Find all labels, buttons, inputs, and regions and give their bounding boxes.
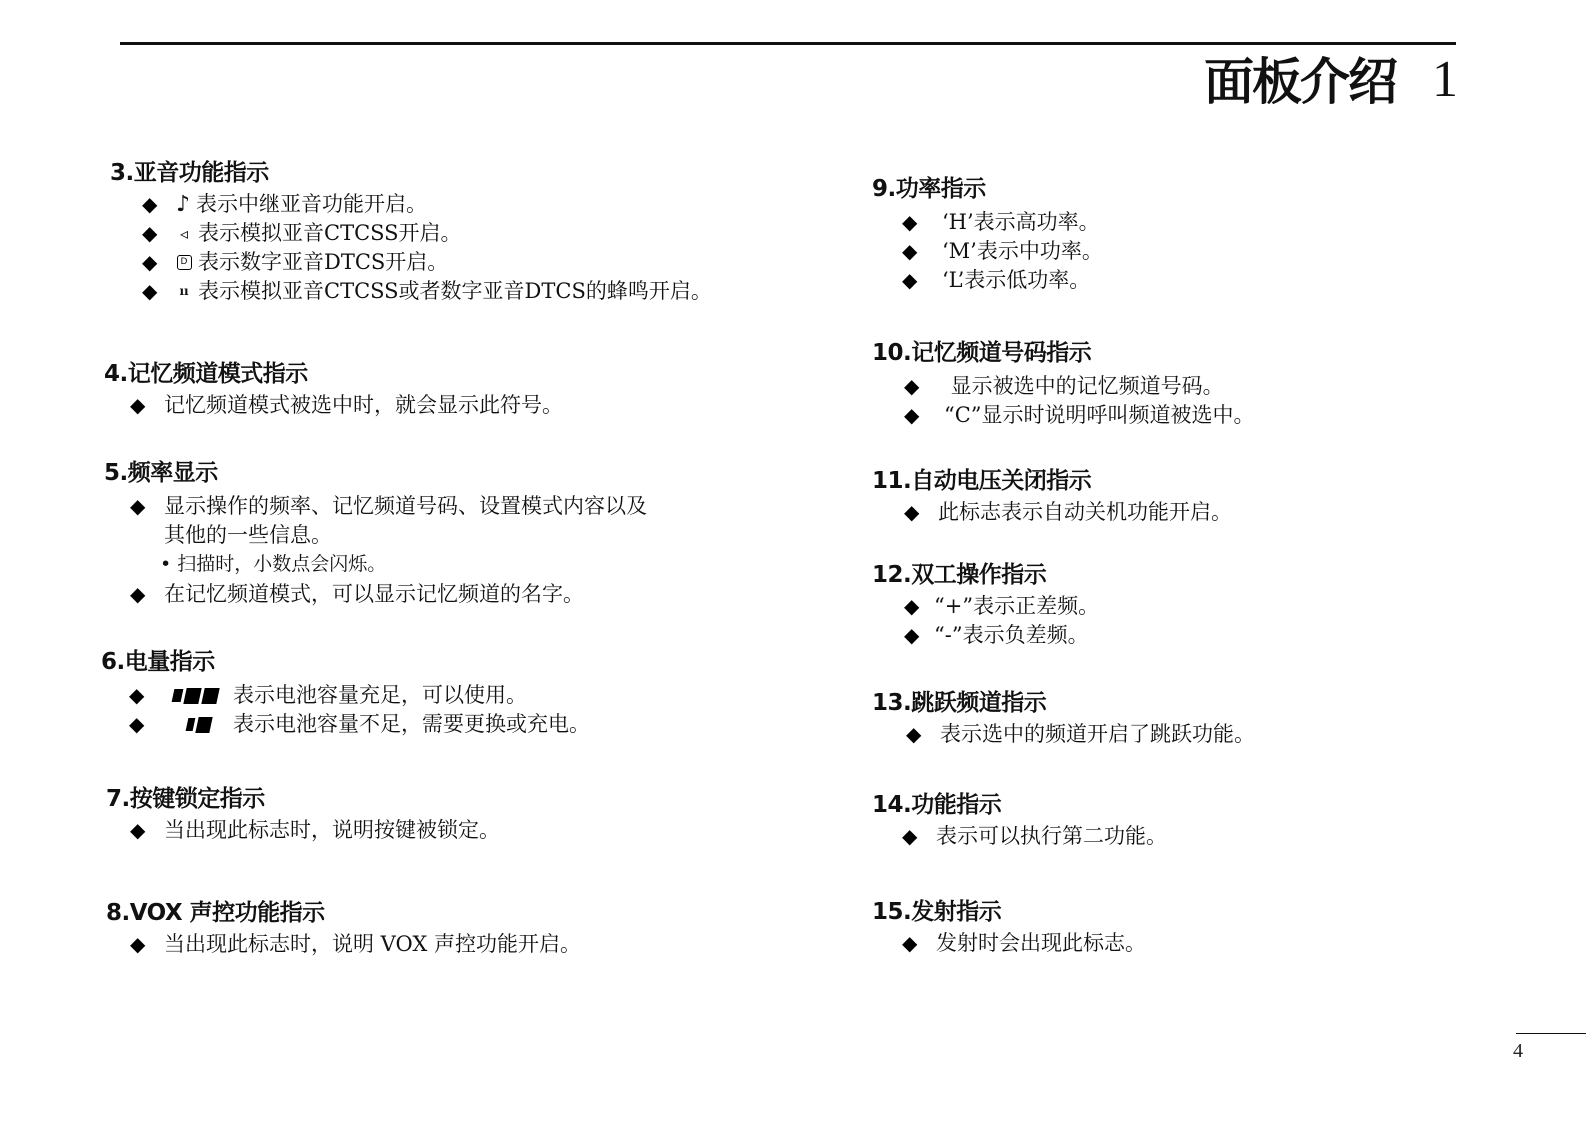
list-item: ◆ 记忆频道模式被选中时，就会显示此符号。 bbox=[130, 391, 563, 420]
page-number: 4 bbox=[1513, 1040, 1523, 1062]
list-item: ◆ ◃ 表示模拟亚音CTCSS开启。 bbox=[142, 219, 712, 248]
footer-rule bbox=[1516, 1033, 1586, 1034]
section-skip-channel-indicator bbox=[872, 688, 1255, 749]
diamond-bullet-icon: ◆ bbox=[904, 403, 920, 427]
diamond-bullet-icon: ◆ bbox=[130, 393, 146, 417]
diamond-bullet-icon: ◆ bbox=[130, 932, 146, 956]
section-battery-indicator bbox=[101, 647, 590, 739]
beep-icon: ıı bbox=[179, 284, 189, 298]
sub-note: • 扫描时，小数点会闪烁。 bbox=[160, 553, 387, 575]
section-title: 7.按键锁定指示 bbox=[106, 786, 265, 812]
section-frequency-display bbox=[104, 458, 647, 609]
section-title: 5.频率显示 bbox=[104, 460, 218, 486]
diamond-bullet-icon: ◆ bbox=[904, 374, 920, 398]
list-item: ◆ “-”表示负差频。 bbox=[904, 621, 1099, 650]
section-title: 15.发射指示 bbox=[872, 899, 1002, 925]
section-vox-indicator bbox=[106, 898, 581, 959]
section-title: 14.功能指示 bbox=[872, 792, 1002, 818]
section-auto-power-off-indicator bbox=[872, 466, 1232, 527]
list-item: ◆ ıı 表示模拟亚音CTCSS或者数字亚音DTCS的蜂鸣开启。 bbox=[142, 277, 712, 306]
list-item: ◆ 表示电池容量充足，可以使用。 bbox=[129, 681, 590, 710]
list-item: ◆ 发射时会出现此标志。 bbox=[902, 929, 1146, 958]
diamond-bullet-icon: ◆ bbox=[130, 582, 146, 606]
list-item: ◆ D 表示数字亚音DTCS开启。 bbox=[142, 248, 712, 277]
speaker-icon: ◃ bbox=[179, 224, 189, 243]
section-function-indicator bbox=[872, 790, 1167, 851]
list-item: ◆ 表示选中的频道开启了跳跃功能。 bbox=[906, 720, 1255, 749]
section-title: 10.记忆频道号码指示 bbox=[872, 340, 1092, 366]
battery-full-icon bbox=[173, 681, 233, 710]
diamond-bullet-icon: ◆ bbox=[902, 268, 918, 292]
section-title: 13.跳跃频道指示 bbox=[872, 690, 1047, 716]
diamond-bullet-icon: ◆ bbox=[906, 722, 922, 746]
list-item: ◆ ‘L’表示低功率。 bbox=[902, 266, 1103, 295]
section-ctcss-indicator bbox=[110, 158, 712, 306]
list-item: ◆ 此标志表示自动关机功能开启。 bbox=[904, 498, 1232, 527]
section-duplex-indicator bbox=[872, 560, 1099, 650]
chapter-title: 面板介绍 bbox=[1204, 53, 1396, 111]
list-item: ◆ 当出现此标志时，说明 VOX 声控功能开启。 bbox=[130, 930, 581, 959]
section-title: 9.功率指示 bbox=[872, 176, 986, 202]
section-title: 3.亚音功能指示 bbox=[110, 160, 269, 186]
diamond-bullet-icon: ◆ bbox=[129, 712, 145, 736]
battery-low-icon bbox=[173, 710, 233, 739]
list-item: ◆ ‘M’表示中功率。 bbox=[902, 237, 1103, 266]
diamond-bullet-icon: ◆ bbox=[142, 250, 158, 274]
section-title: 6.电量指示 bbox=[101, 649, 215, 675]
list-item: ◆ ‘H’表示高功率。 bbox=[902, 208, 1103, 237]
section-key-lock-indicator bbox=[106, 784, 500, 845]
section-memory-mode-indicator bbox=[104, 359, 563, 420]
section-memory-number-indicator bbox=[872, 338, 1255, 430]
diamond-bullet-icon: ◆ bbox=[130, 494, 146, 518]
list-item: ◆ “+”表示正差频。 bbox=[904, 592, 1099, 621]
list-item: ◆ 在记忆频道模式，可以显示记忆频道的名字。 bbox=[130, 580, 647, 609]
diamond-bullet-icon: ◆ bbox=[142, 221, 158, 245]
diamond-bullet-icon: ◆ bbox=[902, 824, 918, 848]
list-item: ◆ 显示操作的频率、记忆频道号码、设置模式内容以及 其他的一些信息。 bbox=[130, 494, 647, 547]
section-transmit-indicator bbox=[872, 897, 1146, 958]
diamond-bullet-icon: ◆ bbox=[904, 594, 920, 618]
section-power-indicator bbox=[872, 174, 1103, 295]
diamond-bullet-icon: ◆ bbox=[902, 239, 918, 263]
list-item: ◆ 当出现此标志时，说明按键被锁定。 bbox=[130, 816, 500, 845]
diamond-bullet-icon: ◆ bbox=[904, 500, 920, 524]
list-item: ◆ 显示被选中的记忆频道号码。 bbox=[904, 372, 1255, 401]
chapter-number: 1 bbox=[1432, 51, 1458, 108]
top-rule bbox=[120, 42, 1456, 45]
diamond-bullet-icon: ◆ bbox=[902, 210, 918, 234]
diamond-bullet-icon: ◆ bbox=[904, 623, 920, 647]
list-item: ◆ 表示可以执行第二功能。 bbox=[902, 822, 1167, 851]
list-item: ◆ “C”显示时说明呼叫频道被选中。 bbox=[904, 401, 1255, 430]
digital-code-icon: D bbox=[170, 248, 198, 277]
diamond-bullet-icon: ◆ bbox=[902, 931, 918, 955]
list-item: ◆ ♪ 表示中继亚音功能开启。 bbox=[142, 192, 427, 217]
section-title: 8.VOX 声控功能指示 bbox=[106, 900, 325, 926]
diamond-bullet-icon: ◆ bbox=[129, 683, 145, 707]
diamond-bullet-icon: ◆ bbox=[130, 818, 146, 842]
diamond-bullet-icon: ◆ bbox=[142, 279, 158, 303]
section-title: 4.记忆频道模式指示 bbox=[104, 361, 308, 387]
list-item: ◆ 表示电池容量不足，需要更换或充电。 bbox=[129, 710, 590, 739]
music-note-icon: ♪ bbox=[175, 192, 191, 217]
section-title: 12.双工操作指示 bbox=[872, 562, 1047, 588]
diamond-bullet-icon: ◆ bbox=[142, 192, 158, 216]
section-title: 11.自动电压关闭指示 bbox=[872, 468, 1092, 494]
